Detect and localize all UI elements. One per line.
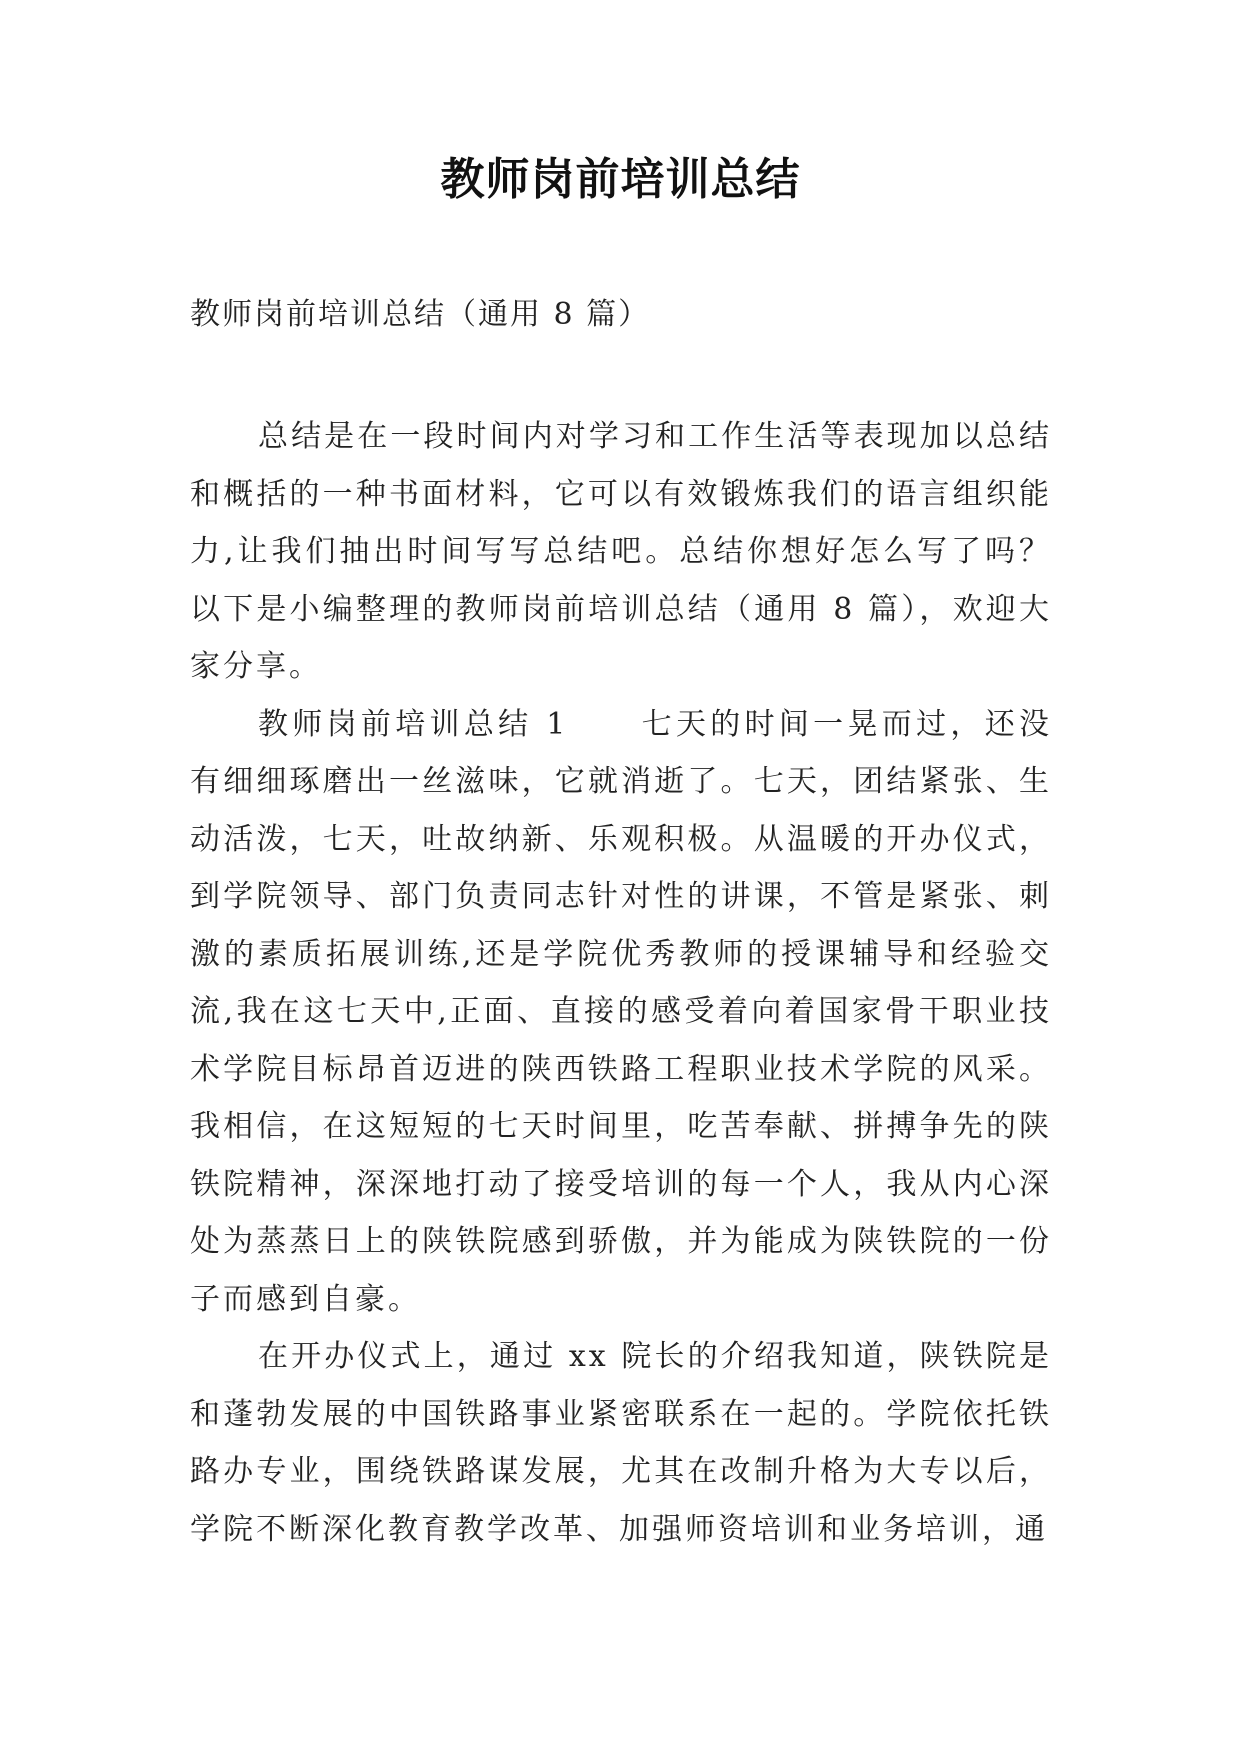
section-1-paragraph <box>190 696 1052 1329</box>
section-1-heading: 教师岗前培训总结 1 <box>258 706 569 742</box>
document-title: 教师岗前培训总结 <box>440 154 801 205</box>
document-subtitle: 教师岗前培训总结（通用 8 篇） <box>190 297 651 332</box>
document-body <box>190 408 1052 1558</box>
paragraph-3: 在开办仪式上，通过 xx 院长的介绍我知道，陕铁院是和蓬勃发展的中国铁路事业紧密联系在一起的。学院依托铁路办专业，围绕铁路谋发展，尤其在改制升格为大专以后，学院不断深化教育教学改革、加强师资培训和业务培训，通 <box>190 1339 1052 1547</box>
intro-paragraph: 总结是在一段时间内对学习和工作生活等表现加以总结和概括的一种书面材料，它可以有效锻炼我们的语言组织能力,让我们抽出时间写写总结吧。总结你想好怎么写了吗？以下是小编整理的教师岗前培训总结（通用 8 篇），欢迎大家分享。 <box>190 419 1052 684</box>
section-1-text: 七天的时间一晃而过，还没有细细琢磨出一丝滋味，它就消逝了。七天，团结紧张、生动活泼，七天，吐故纳新、乐观积极。从温暖的开办仪式，到学院领导、部门负责同志针对性的讲课，不管是紧张、刺激的素质拓展训练,还是学院优秀教师的授课辅导和经验交流,我在这七天中,正面、直接的感受着向着国家骨干职业技术学院目标昂首迈进的陕西铁路工程职业技术学院的风采。我相信，在这短短的七天时间里，吃苦奉献、拼搏争先的陕铁院精神，深深地打动了接受培训的每一个人，我从内心深处为蒸蒸日上的陕铁院感到骄傲，并为能成为陕铁院的一份子而感到自豪。 <box>190 706 1053 1317</box>
